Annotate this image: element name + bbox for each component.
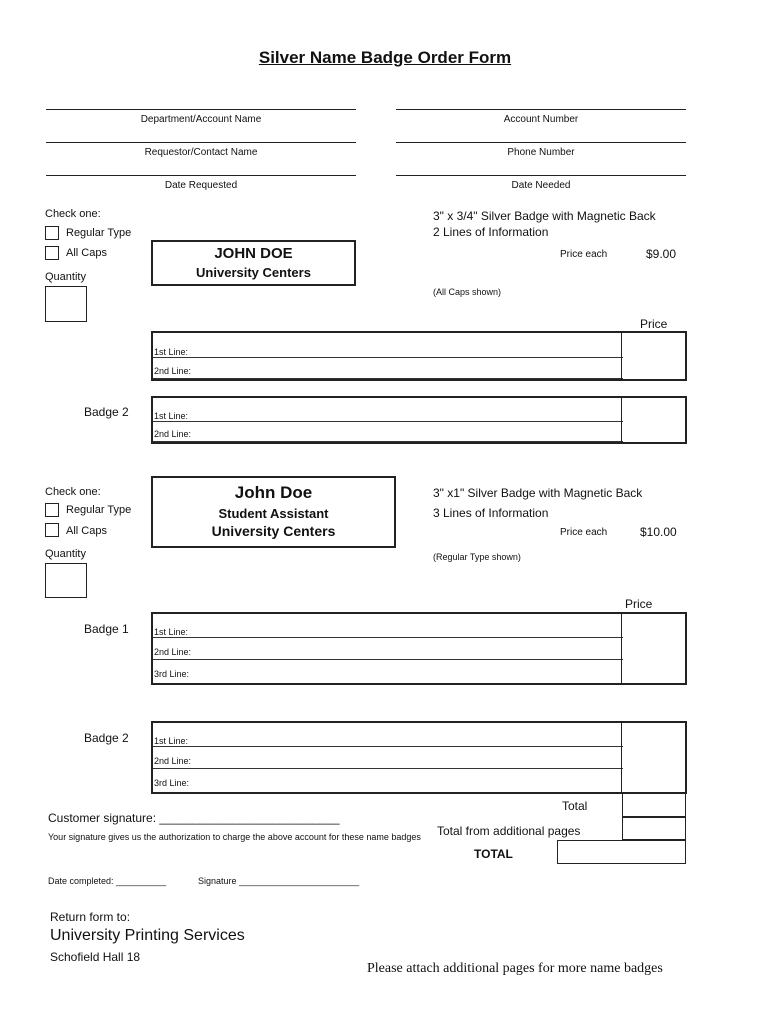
customer-signature-line[interactable]: Customer signature: ___________________________: [48, 811, 340, 825]
line2-input[interactable]: [153, 423, 623, 442]
all-caps-checkbox[interactable]: [45, 523, 59, 537]
line2-label: 2nd Line:: [154, 429, 192, 439]
line3-label: 3rd Line:: [154, 778, 190, 788]
line3-label: 3rd Line:: [154, 669, 190, 679]
all-caps-checkbox[interactable]: [45, 246, 59, 260]
quantity-input[interactable]: [45, 563, 87, 598]
account-number-field-line[interactable]: [396, 109, 686, 110]
line2-input[interactable]: [153, 641, 623, 660]
additional-pages-box[interactable]: [622, 817, 686, 840]
badge-1-entry: [151, 612, 687, 685]
badge-description-line2: 2 Lines of Information: [433, 225, 549, 239]
department-field-line[interactable]: [46, 109, 356, 110]
signature-line[interactable]: Signature ________________________: [198, 876, 360, 886]
line1-label: 1st Line:: [154, 627, 189, 637]
check-one-label: Check one:: [45, 208, 101, 220]
regular-type-label: Regular Type: [66, 227, 132, 239]
form-title: Silver Name Badge Order Form: [258, 48, 512, 67]
badge-1-label: Badge 1: [84, 622, 129, 636]
date-completed-line[interactable]: Date completed: __________: [48, 876, 167, 886]
grand-total-box[interactable]: [557, 840, 686, 864]
price-cell[interactable]: [621, 333, 685, 379]
badge-2-label: Badge 2: [84, 405, 129, 419]
total-label: Total: [562, 799, 588, 813]
sample-badge-line3: University Centers: [211, 523, 336, 539]
price-cell[interactable]: [621, 723, 685, 792]
all-caps-shown-note: (All Caps shown): [433, 287, 502, 297]
sample-badge-line2: University Centers: [196, 265, 311, 280]
sample-badge: [151, 240, 356, 286]
requestor-field-line[interactable]: [46, 142, 356, 143]
line2-input[interactable]: [153, 360, 623, 379]
sample-badge-line1: John Doe: [234, 483, 313, 502]
line3-input[interactable]: [153, 663, 623, 683]
line2-label: 2nd Line:: [154, 366, 192, 376]
line2-input[interactable]: [153, 750, 623, 769]
line1-input[interactable]: [153, 730, 623, 747]
badge-description-line2: 3 Lines of Information: [433, 506, 549, 520]
sample-badge-line2: Student Assistant: [218, 506, 329, 521]
regular-type-label: Regular Type: [66, 504, 132, 516]
line1-input[interactable]: [153, 621, 623, 638]
price-each-value: $9.00: [646, 247, 677, 261]
badge-description-line1: 3" x 3/4" Silver Badge with Magnetic Back: [433, 209, 656, 223]
authorization-note: Your signature gives us the authorization to charge the above account for these name badges: [48, 832, 421, 842]
badge-2-label: Badge 2: [84, 731, 129, 745]
date-requested-field-line[interactable]: [46, 175, 356, 176]
price-header: Price: [625, 597, 653, 611]
line1-label: 1st Line:: [154, 736, 189, 746]
price-cell[interactable]: [621, 398, 685, 442]
line3-input[interactable]: [153, 772, 623, 792]
price-header: Price: [640, 317, 668, 331]
phone-label: Phone Number: [507, 147, 575, 158]
badge-description-line1: 3" x1" Silver Badge with Magnetic Back: [433, 486, 643, 500]
phone-field-line[interactable]: [396, 142, 686, 143]
account-number-label: Account Number: [503, 114, 579, 125]
line2-label: 2nd Line:: [154, 756, 192, 766]
date-requested-label: Date Requested: [164, 180, 238, 191]
sample-badge: [151, 476, 396, 548]
all-caps-label: All Caps: [66, 247, 107, 259]
price-cell[interactable]: [621, 614, 685, 683]
quantity-input[interactable]: [45, 286, 87, 322]
sample-badge-line1: JOHN DOE: [214, 245, 293, 262]
attach-pages-note: Please attach additional pages for more name badges: [367, 961, 663, 976]
badge-2-entry: [151, 396, 687, 444]
department-label: Department/Account Name: [140, 114, 262, 125]
organization-address: Schofield Hall 18: [50, 950, 141, 964]
check-one-label: Check one:: [45, 486, 101, 498]
line2-label: 2nd Line:: [154, 647, 192, 657]
line1-input[interactable]: [153, 405, 623, 422]
regular-type-checkbox[interactable]: [45, 503, 59, 517]
return-form-label: Return form to:: [50, 910, 131, 924]
regular-type-shown-note: (Regular Type shown): [433, 552, 521, 562]
total-box[interactable]: [622, 793, 686, 817]
badge-1-entry: [151, 331, 687, 381]
quantity-label: Quantity: [45, 271, 86, 283]
price-each-label: Price each: [560, 249, 608, 260]
requestor-label: Requestor/Contact Name: [144, 147, 258, 158]
grand-total-label: TOTAL: [474, 847, 513, 861]
line1-label: 1st Line:: [154, 411, 189, 421]
all-caps-label: All Caps: [66, 525, 107, 537]
line1-input[interactable]: [153, 342, 623, 358]
date-needed-label: Date Needed: [511, 180, 571, 191]
line1-label: 1st Line:: [154, 347, 189, 357]
regular-type-checkbox[interactable]: [45, 226, 59, 240]
quantity-label: Quantity: [45, 548, 86, 560]
price-each-label: Price each: [560, 527, 608, 538]
additional-pages-label: Total from additional pages: [437, 824, 581, 838]
badge-2-entry: [151, 721, 687, 794]
organization-name: University Printing Services: [50, 927, 245, 944]
date-needed-field-line[interactable]: [396, 175, 686, 176]
price-each-value: $10.00: [640, 525, 677, 539]
